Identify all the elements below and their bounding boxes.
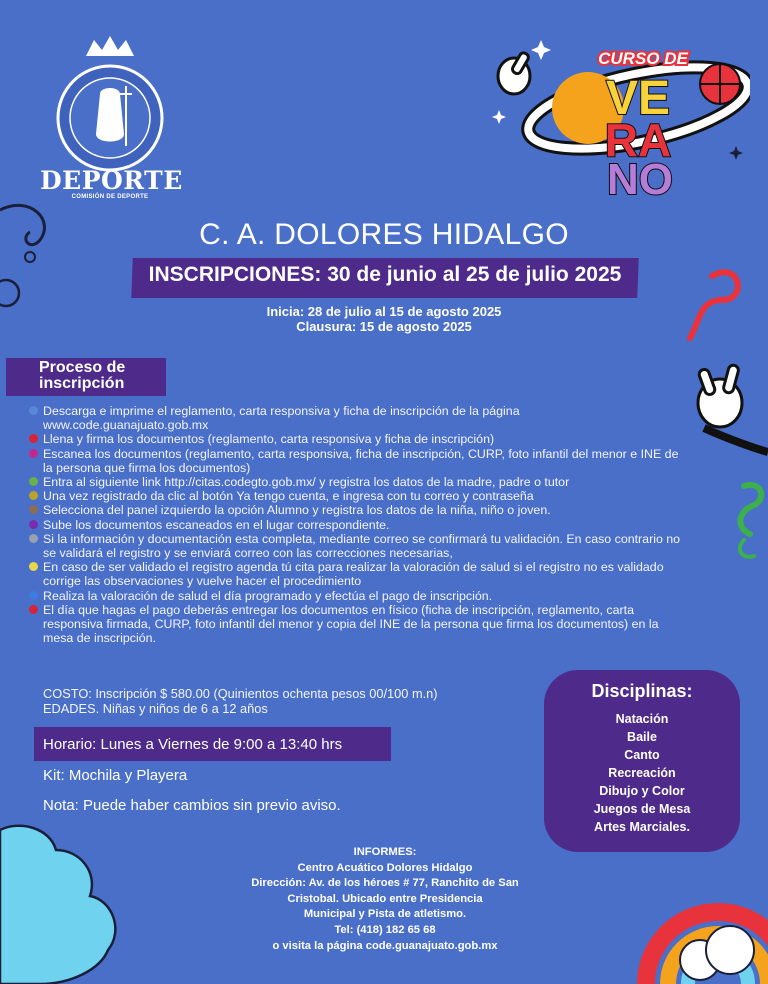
- process-step-text: Descarga e imprime el reglamento, carta responsiva y ficha de inscripción de la página www.code.guanajuato.gob.mx: [43, 404, 520, 433]
- summer-letters-1: VE: [605, 72, 671, 125]
- discipline-item: Canto: [624, 748, 660, 762]
- curso-de-verano-badge: [488, 28, 750, 198]
- start-dates: Inicia: 28 de julio al 15 de agosto 2025: [266, 304, 502, 319]
- process-step-text: Selecciona del panel izquierdo la opción Alumno y registra los datos de la niña, niño o joven.: [43, 503, 551, 518]
- process-step-text: El día que hagas el pago deberás entregar los documentos en físico (ficha de inscripción, reglamento, carta responsiva firmada, CURP, foto infantil del menor y copia del INE de la persona que firma los documentos) en la mesa de inscripción.: [43, 602, 659, 646]
- process-step-text: Entra al siguiente link http://citas.codegto.gob.mx/ y registra los datos de la madre, padre o tutor: [43, 475, 570, 490]
- bullet-icon: [29, 477, 38, 486]
- course-dates: [0, 304, 768, 334]
- inscripciones-text: INSCRIPCIONES: 30 de junio al 25 de julio 2025: [148, 263, 622, 286]
- process-step: [28, 560, 688, 588]
- discipline-item: Baile: [627, 730, 657, 744]
- contact-line: Cristobal. Ubicado entre Presidencia: [287, 892, 483, 905]
- process-step: [28, 503, 688, 517]
- contact-line: Municipal y Pista de atletismo.: [303, 908, 467, 921]
- bullet-icon: [29, 449, 38, 458]
- page-title: C. A. DOLORES HIDALGO: [199, 218, 569, 251]
- ages-text: EDADES. Niñas y niños de 6 a 12 años: [43, 701, 268, 716]
- process-steps: [28, 404, 688, 645]
- schedule-text: Horario: Lunes a Viernes de 9:00 a 13:40 hrs: [43, 736, 343, 753]
- discipline-item: Recreación: [608, 766, 676, 780]
- closing-date: Clausura: 15 de agosto 2025: [296, 319, 472, 334]
- contact-info: [160, 845, 610, 954]
- bullet-icon: [29, 406, 38, 415]
- process-step-text: Escanea los documentos (reglamento, carta responsiva, ficha de inscripción, CURP, foto infantil del menor e INE de la persona que firma los documentos): [43, 446, 679, 475]
- contact-phone: Tel: (418) 182 65 68: [334, 923, 436, 936]
- disciplines-list: [544, 710, 740, 836]
- process-step: [28, 589, 688, 603]
- bullet-icon: [29, 434, 38, 443]
- bullet-icon: [29, 605, 38, 614]
- process-title-line1: Proceso de: [39, 359, 126, 376]
- deporte-logo-subtext: COMISIÓN DE DEPORTE: [71, 194, 149, 200]
- kit-text: Kit: Mochila y Playera: [43, 767, 188, 784]
- bullet-icon: [29, 520, 38, 529]
- cost-text: COSTO: Inscripción $ 580.00 (Quinientos ochenta pesos 00/100 m.n): [43, 686, 438, 701]
- contact-line: Centro Acuático Dolores Hidalgo: [297, 861, 473, 874]
- discipline-item: Dibujo y Color: [599, 784, 685, 798]
- discipline-item: Juegos de Mesa: [593, 802, 691, 816]
- deporte-logo-text: DEPORTE: [40, 166, 183, 195]
- contact-website: o visita la página code.guanajuato.gob.mx: [272, 939, 498, 952]
- process-step: [28, 432, 688, 446]
- contact-line: Dirección: Av. de los héroes # 77, Ranchito de San: [251, 877, 519, 890]
- contact-title: INFORMES:: [353, 846, 417, 858]
- process-step-text: Si la información y documentación esta completa, mediante correo se confirmará tu validación. En caso contrario no se validará el registro y se enviará correo con las correcciones necesarias,: [43, 531, 681, 561]
- process-step-text: Realiza la valoración de salud el día programado y efectúa el pago de inscripción.: [43, 588, 493, 603]
- bullet-icon: [29, 534, 38, 543]
- process-step: [28, 447, 688, 475]
- process-step-text: Una vez registrado da clic al botón Ya tengo cuenta, e ingresa con tu correo y contraseña: [43, 489, 534, 504]
- process-step: [28, 532, 688, 560]
- summer-line1: CURSO DE: [598, 49, 688, 68]
- process-step: [28, 475, 688, 489]
- process-title-line2: inscripción: [39, 375, 125, 392]
- note-text: Nota: Puede haber cambios sin previo aviso.: [43, 797, 341, 814]
- process-step: [28, 489, 688, 503]
- process-step-text: Llena y firma los documentos (reglamento, carta responsiva y ficha de inscripción): [43, 432, 495, 447]
- summer-letters-2: RA: [604, 114, 672, 166]
- discipline-item: Natación: [615, 712, 669, 726]
- cost-and-ages: [43, 686, 438, 716]
- bullet-icon: [29, 591, 38, 600]
- process-step-text: Sube los documentos escaneados en el lugar correspondiente.: [43, 517, 390, 532]
- process-step: [28, 518, 688, 532]
- process-step: [28, 404, 688, 432]
- bullet-icon: [29, 491, 38, 500]
- disciplines-title: Disciplinas:: [591, 681, 693, 701]
- discipline-item: Artes Marciales.: [594, 820, 690, 834]
- process-step: [28, 603, 688, 646]
- bullet-icon: [29, 562, 38, 571]
- process-step-text: En caso de ser validado el registro agenda tú cita para realizar la valoración de salud si el registro no es validado corrige las observaciones y vuelve hacer el procedimiento: [43, 560, 664, 589]
- bullet-icon: [29, 505, 38, 514]
- summer-letters-3: NO: [607, 155, 673, 198]
- process-title: [39, 360, 179, 392]
